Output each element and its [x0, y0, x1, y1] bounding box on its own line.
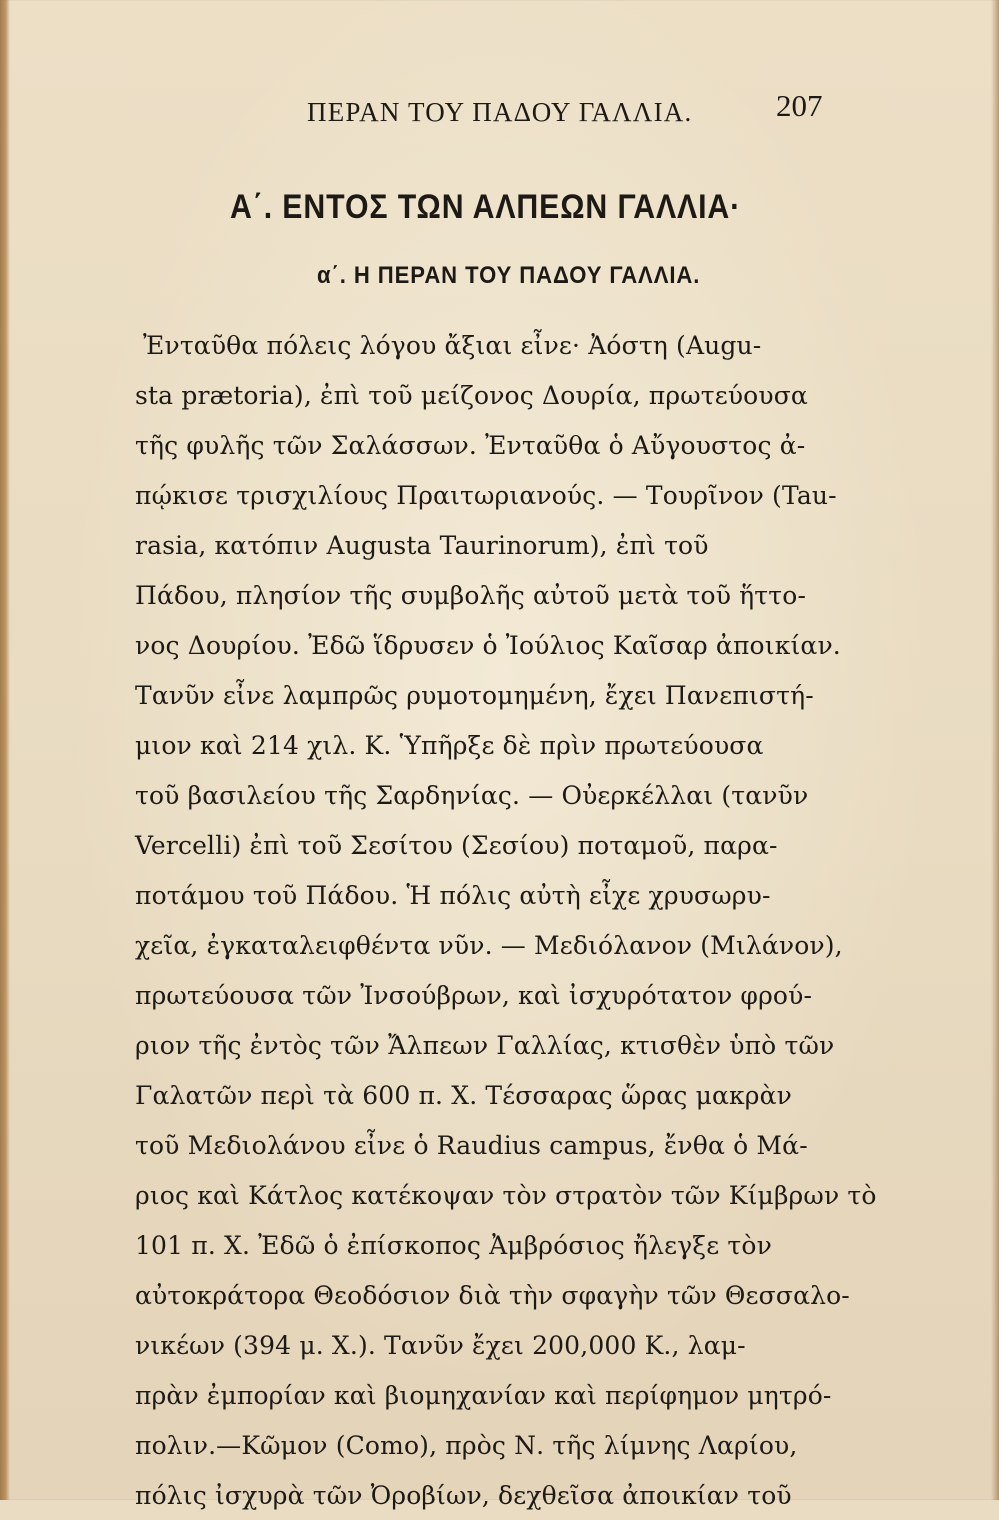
body-line-7 [135, 622, 865, 670]
page-number: 207 [776, 88, 823, 123]
body-line-8 [135, 672, 865, 720]
body-line-20-text: αὐτοκράτορα Θεοδόσιον διὰ τὴν σφαγὴν τῶν Θεσσαλο- [135, 1281, 850, 1310]
body-line-1-text: Ἐνταῦθα πόλεις λόγου ἄξιαι εἶνε· Ἀόστη (Augu- [143, 331, 762, 360]
body-line-4-text: πῴκισε τρισχιλίους Πραιτωριανούς. — Τουρῖνον (Tau- [135, 481, 837, 510]
body-line-10-text: τοῦ βασιλείου τῆς Σαρδηνίας. — Οὐερκέλλαι (τανῦν [135, 781, 809, 810]
body-line-20 [135, 1272, 865, 1320]
body-line-5-text: rasia, κατόπιν Augusta Taurinorum), ἐπὶ τοῦ [135, 531, 709, 560]
body-line-24-text: πόλις ἰσχυρὰ τῶν Ὀροβίων, δεχθεῖσα ἀποικίαν τοῦ [135, 1481, 792, 1510]
body-line-14 [135, 972, 865, 1020]
body-line-5 [135, 522, 865, 570]
body-line-17-text: τοῦ Μεδιολάνου εἶνε ὁ Raudius campus, ἔνθα ὁ Μά- [135, 1131, 808, 1160]
body-line-9 [135, 722, 865, 770]
body-line-2 [135, 372, 865, 420]
body-line-12 [135, 872, 865, 920]
body-line-9-text: μιον καὶ 214 χιλ. Κ. Ὑπῆρξε δὲ πρὶν πρωτεύουσα [135, 731, 764, 760]
body-line-16 [135, 1072, 865, 1120]
running-title: ΠΕΡΑΝ ΤΟΥ ΠΑΔΟΥ ΓΑΛΛΙΑ. [307, 97, 693, 127]
body-line-6-text: Πάδου, πλησίον τῆς συμβολῆς αὐτοῦ μετὰ τοῦ ἥττο- [135, 581, 807, 610]
body-line-16-text: Γαλατῶν περὶ τὰ 600 π. Χ. Τέσσαρας ὥρας μακρὰν [135, 1081, 792, 1110]
body-line-12-text: ποτάμου τοῦ Πάδου. Ἡ πόλις αὐτὴ εἶχε χρυσωρυ- [135, 881, 771, 910]
body-line-19-text: 101 π. Χ. Ἐδῶ ὁ ἐπίσκοπος Ἀμβρόσιος ἤλεγξε τὸν [135, 1231, 772, 1260]
body-line-13 [135, 922, 865, 970]
body-line-7-text: νος Δουρίου. Ἐδῶ ἵδρυσεν ὁ Ἰούλιος Καῖσαρ ἀποικίαν. [135, 631, 841, 660]
body-line-11-text: Vercelli) ἐπὶ τοῦ Σεσίτου (Σεσίου) ποταμοῦ, παρα- [135, 831, 778, 860]
body-line-17 [135, 1122, 865, 1170]
body-line-15-text: ριον τῆς ἐντὸς τῶν Ἄλπεων Γαλλίας, κτισθὲν ὑπὸ τῶν [135, 1031, 835, 1060]
body-line-3-text: τῆς φυλῆς τῶν Σαλάσσων. Ἐνταῦθα ὁ Αὔγουστος ἀ- [135, 431, 806, 460]
body-line-23-text: πολιν.—Κῶμον (Como), πρὸς Ν. τῆς λίμνης Λαρίου, [135, 1431, 798, 1460]
body-line-11 [135, 822, 865, 870]
body-line-2-text: sta prætoria), ἐπὶ τοῦ μείζονος Δουρία, πρωτεύουσα [135, 381, 808, 410]
section-title: Α΄. ΕΝΤΟΣ ΤΩΝ ΑΛΠΕΩΝ ΓΑΛΛΙΑ· [230, 188, 742, 226]
body-line-6 [135, 572, 865, 620]
body-line-24 [135, 1472, 865, 1520]
body-line-23 [135, 1422, 865, 1470]
body-line-1 [143, 322, 865, 370]
body-line-8-text: Τανῦν εἶνε λαμπρῶς ρυμοτομημένη, ἔχει Πανεπιστή- [135, 681, 814, 710]
body-line-4 [135, 472, 865, 520]
body-line-14-text: πρωτεύουσα τῶν Ἰνσούβρων, καὶ ἰσχυρότατον φρού- [135, 981, 813, 1010]
body-line-18 [135, 1172, 877, 1220]
body-line-10 [135, 772, 865, 820]
subsection-title: α΄. Η ΠΕΡΑΝ ΤΟΥ ΠΑΔΟΥ ΓΑΛΛΙΑ. [317, 262, 701, 289]
body-line-3 [135, 422, 865, 470]
body-line-13-text: χεῖα, ἐγκαταλειφθέντα νῦν. — Μεδιόλανον (Μιλάνον), [135, 931, 843, 960]
body-line-22 [135, 1372, 865, 1420]
body-line-22-text: πρὰν ἐμπορίαν καὶ βιομηχανίαν καὶ περίφημον μητρό- [135, 1381, 832, 1410]
body-line-18-text: ριος καὶ Κάτλος κατέκοψαν τὸν στρατὸν τῶν Κίμβρων τὸ [135, 1181, 877, 1210]
body-line-15 [135, 1022, 865, 1070]
body-line-19 [135, 1222, 865, 1270]
body-line-21 [135, 1322, 865, 1370]
body-line-21-text: νικέων (394 μ. Χ.). Τανῦν ἔχει 200,000 Κ., λαμ- [135, 1331, 746, 1360]
